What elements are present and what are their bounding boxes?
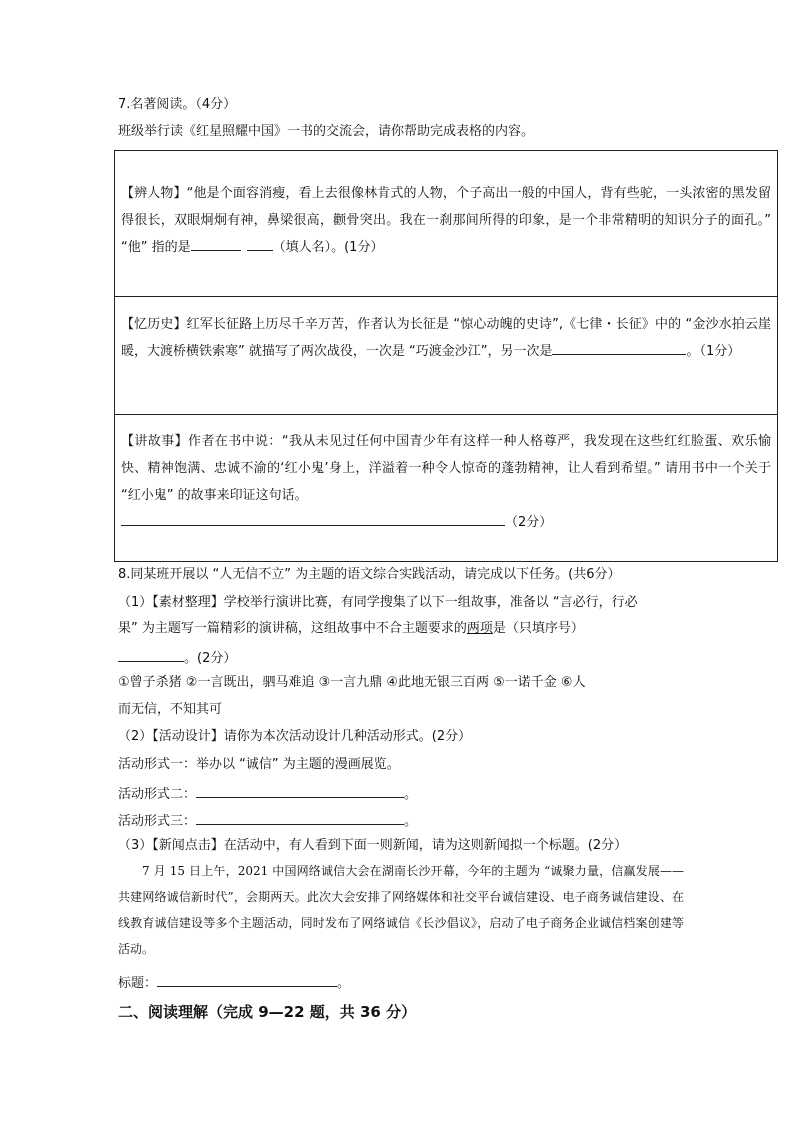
q7-intro: 班级举行读《红星照耀中国》一书的交流会，请你帮助完成表格的内容。 bbox=[118, 124, 535, 139]
section-2-heading: 二、阅读理解（完成 9—22 题，共 36 分） bbox=[118, 1003, 417, 1021]
row3-score: （2分） bbox=[505, 515, 553, 530]
answer-blank-battle[interactable] bbox=[552, 340, 686, 355]
q8-sub1-line3 bbox=[118, 647, 236, 668]
answer-blank-story[interactable] bbox=[121, 511, 505, 526]
q7-heading: 7.名著阅读。（4分） bbox=[118, 97, 237, 112]
q8-sub1-line2-end: 是（只填序号） bbox=[492, 621, 584, 636]
row1-question: 【辨人物】“他是个面容消瘦，看上去很像林肯式的人物，个子高出一般的中国人，背有些驼，一头浓密的黑发留得很长，双眼炯炯有神，鼻梁很高，颧骨突出。我在一刹那间所得的印象，是一个非常精明的知识分子的面孔。” “他” 指的是 bbox=[121, 186, 771, 255]
row-history-text bbox=[121, 311, 771, 365]
q8-sub1-line1: （1）【素材整理】学校举行演讲比赛，有同学搜集了以下一组故事，准备以 “言必行，行必 bbox=[118, 595, 638, 610]
answer-blank-person-a[interactable] bbox=[191, 236, 241, 251]
q8-sub1-line2-start: 果” 为主题写一篇精彩的演讲稿，这组故事中不合主题要求的 bbox=[118, 621, 467, 636]
row2-score: 。（1分） bbox=[686, 344, 741, 359]
q8-sub1-line2 bbox=[118, 620, 584, 638]
activity-form2-label: 活动形式二： bbox=[118, 787, 197, 802]
q7-table bbox=[114, 150, 778, 562]
title-end: 。 bbox=[337, 976, 351, 991]
q8-sub3-heading: （3）【新闻点击】在活动中，有人看到下面一则新闻，请为这则新闻拟一个标题。(2分） bbox=[118, 838, 628, 853]
row1-hint: （填人名）。(1分） bbox=[272, 240, 384, 255]
q8-heading: 8.同某班开展以 “人无信不立” 为主题的语文综合实践活动，请完成以下任务。(共6分） bbox=[118, 567, 621, 582]
answer-blank-title[interactable] bbox=[157, 972, 337, 987]
activity-form2-end: 。 bbox=[404, 787, 418, 802]
row3-question: 【讲故事】作者在书中说：“我从未见过任何中国青少年有这样一种人格尊严，我发现在这些红红脸蛋、欢乐愉快、精神饱满、忠诚不渝的‘红小鬼’身上，洋溢着一种令人惊奇的蓬勃精神，让人看到希望。” 请用书中一个关于 “红小鬼” 的故事来印证这句话。 bbox=[121, 434, 771, 503]
answer-blank-form2[interactable] bbox=[196, 783, 404, 798]
title-label: 标题： bbox=[118, 976, 158, 991]
activity-form3-end: 。 bbox=[404, 814, 418, 829]
row-identify-person-text bbox=[121, 180, 771, 261]
table-row-identify-person bbox=[115, 151, 777, 297]
table-row-story bbox=[115, 415, 777, 561]
activity-form3-label: 活动形式三： bbox=[118, 814, 197, 829]
q8-options-line2: 而无信，不知其可 bbox=[118, 702, 223, 717]
q8-title-line bbox=[118, 972, 350, 993]
q8-options-line1: ①曾子杀猪 ②一言既出，驷马难追 ③一言九鼎 ④此地无银三百两 ⑤一诺千金 ⑥人 bbox=[118, 675, 586, 690]
answer-blank-form3[interactable] bbox=[196, 810, 404, 825]
q8-sub2-heading: （2）【活动设计】请你为本次活动设计几种活动形式。(2分） bbox=[118, 729, 472, 744]
row2-question: 【忆历史】红军长征路上历尽千辛万苦，作者认为长征是 “惊心动魄的史诗”,《七律・长征》中的 “金沙水拍云崖暖，大渡桥横铁索寒” 就描写了两次战役，一次是 “巧渡金沙江”，另一次是 bbox=[121, 317, 771, 359]
q8-activity-form1: 活动形式一：举办以 “诚信” 为主题的漫画展览。 bbox=[118, 757, 400, 772]
answer-blank-person-b[interactable] bbox=[247, 236, 273, 251]
q8-sub1-emphasis: 两项 bbox=[466, 621, 493, 636]
answer-blank-options[interactable] bbox=[118, 647, 184, 662]
news-paragraph: 7 月 15 日上午，2021 中国网络诚信大会在湖南长沙开幕，今年的主题为 “诚聚力量，信赢发展——共建网络诚信新时代”，会期两天。此次大会安排了网络媒体和社交平台诚信建设、电子商务诚信建设、在线教育诚信建设等多个主题活动，同时发布了网络诚信《长沙倡议》，启动了电子商务企业诚信档案创建等活动。 bbox=[118, 864, 684, 956]
table-row-history bbox=[115, 297, 777, 415]
q8-activity-form2 bbox=[118, 783, 417, 804]
q8-sub1-score: 。(2分） bbox=[184, 651, 237, 666]
row-story-text bbox=[121, 428, 771, 536]
q8-activity-form3 bbox=[118, 810, 417, 831]
